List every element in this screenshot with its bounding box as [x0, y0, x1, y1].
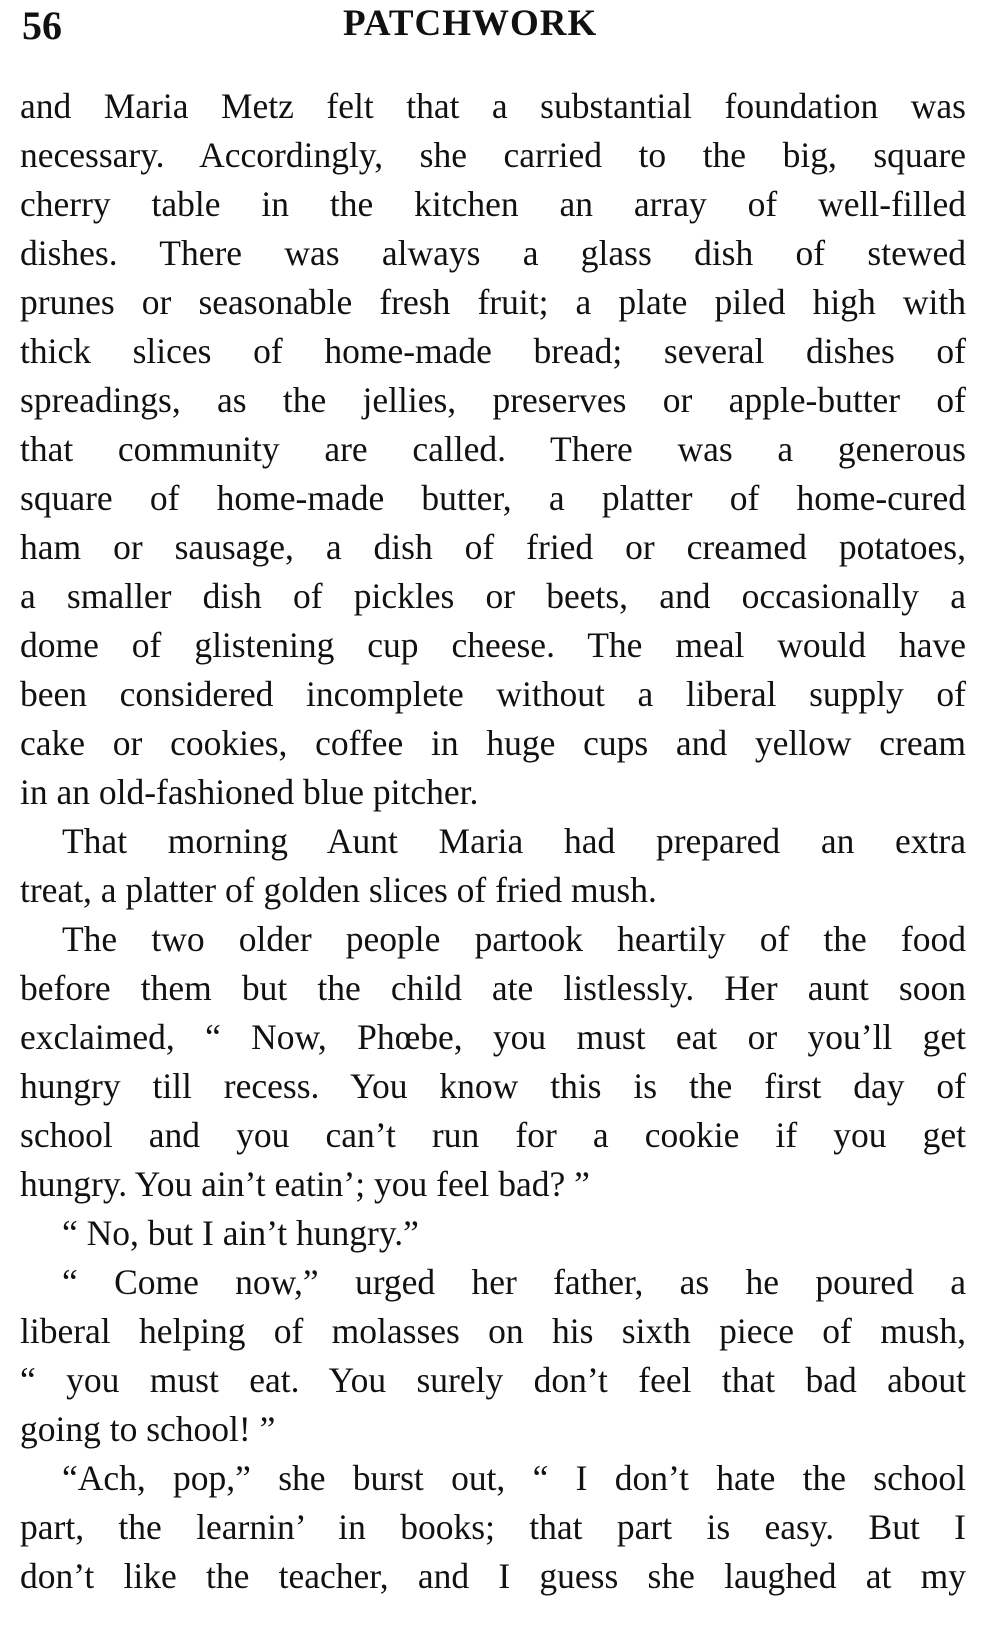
text-line: cherry table in the kitchen an array of well-filled	[20, 184, 966, 224]
text-line: “Ach, pop,” she burst out, “ I don’t hate the school	[62, 1458, 966, 1498]
text-line: ham or sausage, a dish of fried or creamed potatoes,	[20, 527, 966, 567]
text-line: dome of glistening cup cheese. The meal would have	[20, 625, 966, 665]
text-line: That morning Aunt Maria had prepared an extra	[62, 821, 966, 861]
text-line: spreadings, as the jellies, preserves or apple-butter of	[20, 380, 966, 420]
text-line: treat, a platter of golden slices of fried mush.	[20, 870, 657, 910]
book-title: PATCHWORK	[343, 3, 598, 44]
text-line: a smaller dish of pickles or beets, and occasionally a	[20, 576, 966, 616]
text-line: liberal helping of molasses on his sixth piece of mush,	[20, 1311, 966, 1351]
text-line: hungry till recess. You know this is the first day of	[20, 1066, 966, 1106]
text-line: “ you must eat. You surely don’t feel that bad about	[20, 1360, 966, 1400]
text-line: “ Come now,” urged her father, as he poured a	[62, 1262, 966, 1302]
text-line: prunes or seasonable fresh fruit; a plate piled high with	[20, 282, 966, 322]
text-line: that community are called. There was a generous	[20, 429, 966, 469]
text-line: thick slices of home-made bread; several dishes of	[20, 331, 966, 371]
body-text	[20, 82, 966, 1601]
text-line: going to school! ”	[20, 1409, 276, 1449]
text-line: don’t like the teacher, and I guess she laughed at my	[20, 1556, 966, 1596]
text-line: exclaimed, “ Now, Phœbe, you must eat or you’ll get	[20, 1017, 966, 1057]
text-line: been considered incomplete without a liberal supply of	[20, 674, 966, 714]
text-line: “ No, but I ain’t hungry.”	[62, 1213, 419, 1253]
text-line: and Maria Metz felt that a substantial foundation was	[20, 86, 966, 126]
running-head	[18, 0, 968, 48]
page-number: 56	[22, 3, 62, 48]
text-line: hungry. You ain’t eatin’; you feel bad? ”	[20, 1164, 590, 1204]
text-line: dishes. There was always a glass dish of stewed	[20, 233, 966, 273]
text-line: school and you can’t run for a cookie if you get	[20, 1115, 966, 1155]
text-line: The two older people partook heartily of the food	[62, 919, 966, 959]
text-line: cake or cookies, coffee in huge cups and yellow cream	[20, 723, 966, 763]
text-line: in an old-fashioned blue pitcher.	[20, 772, 479, 812]
text-line: before them but the child ate listlessly. Her aunt soon	[20, 968, 966, 1008]
text-line: part, the learnin’ in books; that part is easy. But I	[20, 1507, 966, 1547]
text-line: necessary. Accordingly, she carried to the big, square	[20, 135, 966, 175]
text-line: square of home-made butter, a platter of home-cured	[20, 478, 966, 518]
